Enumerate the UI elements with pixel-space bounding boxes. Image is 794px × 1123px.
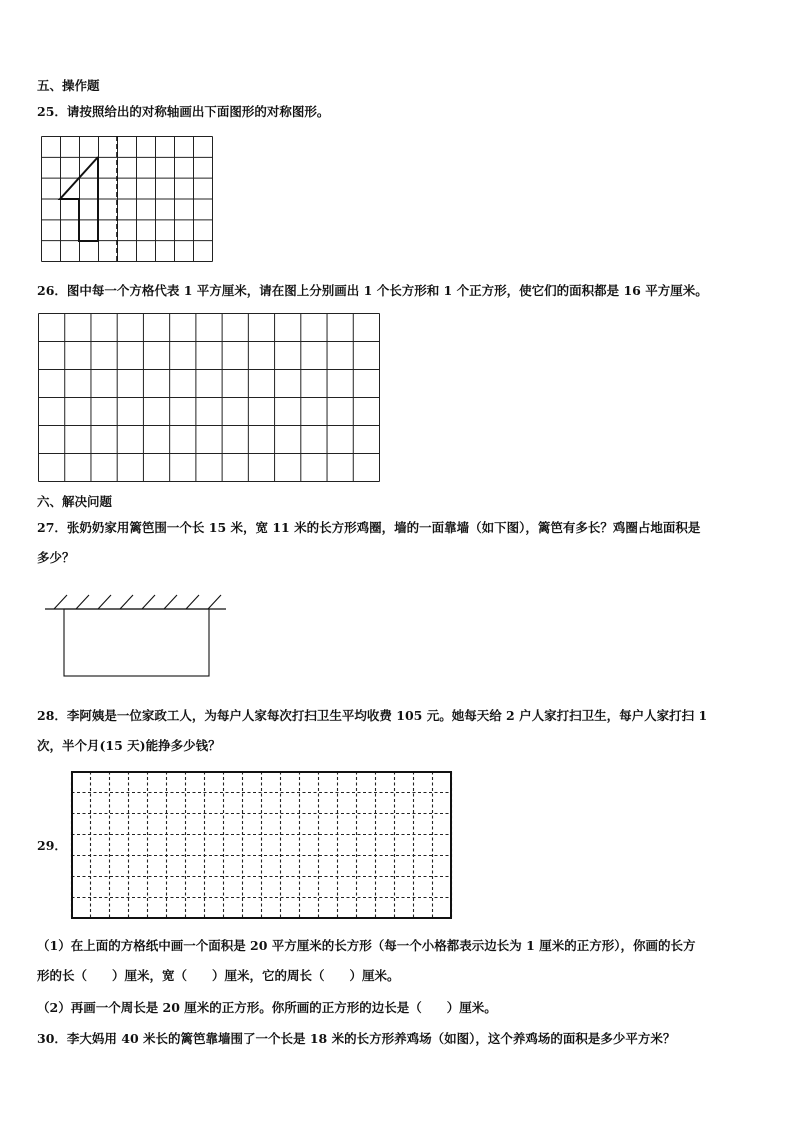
question-27-line1: 27．张奶奶家用篱笆围一个长 15 米，宽 11 米的长方形鸡圈，墙的一面靠墙（如下图），篱笆有多长？鸡圈占地面积是 (37, 520, 701, 535)
section-five-title: 五、操作题 (37, 78, 100, 93)
wall-hatch-mark (54, 595, 67, 609)
question-30-text: 30．李大妈用 40 米长的篱笆靠墙围了一个长是 18 米的长方形养鸡场（如图），这个养鸡场的面积是多少平方米？ (37, 1031, 676, 1046)
q27-wall-figure (40, 592, 230, 680)
question-28-line1: 28．李阿姨是一位家政工人，为每户人家每次打扫卫生平均收费 105 元。她每天给 2 户人家打扫卫生，每户人家打扫 1 (37, 708, 708, 723)
wall-hatch-mark (76, 595, 89, 609)
wall-hatch-mark (186, 595, 199, 609)
chicken-coop-rect (64, 609, 209, 676)
wall-hatch-mark (142, 595, 155, 609)
q25-grid-figure (41, 136, 213, 262)
question-29-part2: （2）再画一个周长是 20 厘米的正方形。你所画的正方形的边长是（ ）厘米。 (37, 1000, 497, 1015)
question-29-part1-line2: 形的长（ ）厘米，宽（ ）厘米，它的周长（ ）厘米。 (37, 968, 400, 983)
section-six-title: 六、解决问题 (37, 494, 113, 509)
wall-hatch-mark (120, 595, 133, 609)
question-28-line2: 次，半个月(15 天)能挣多少钱？ (37, 738, 221, 753)
wall-hatch-mark (164, 595, 177, 609)
question-26-text: 26．图中每一个方格代表 1 平方厘米，请在图上分别画出 1 个长方形和 1 个正方形，使它们的面积都是 16 平方厘米。 (37, 283, 708, 298)
question-27-line2: 多少？ (37, 550, 75, 565)
question-29-number: 29． (37, 838, 67, 853)
q29-dotted-grid (71, 771, 452, 919)
question-25-text: 25．请按照给出的对称轴画出下面图形的对称图形。 (37, 104, 330, 119)
wall-hatch-mark (98, 595, 111, 609)
q26-grid (38, 313, 380, 482)
question-29-part1-line1: （1）在上面的方格纸中画一个面积是 20 平方厘米的长方形（每一个小格都表示边长为 1 厘米的正方形），你画的长方 (37, 938, 696, 953)
wall-hatch-mark (208, 595, 221, 609)
